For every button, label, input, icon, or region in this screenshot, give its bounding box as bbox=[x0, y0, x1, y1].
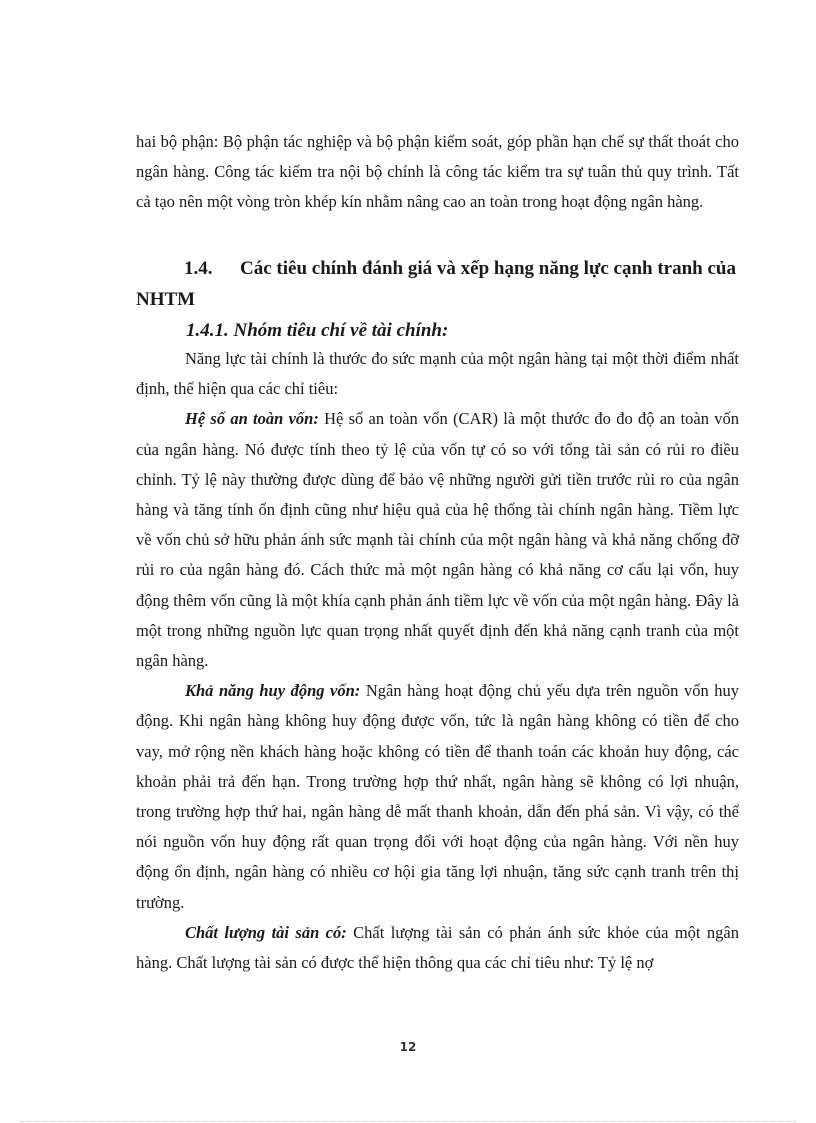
section-heading bbox=[136, 253, 766, 315]
page-number: 12 bbox=[399, 1040, 417, 1054]
text-mobilization: Ngân hàng hoạt động chủ yếu dựa trên nguồn vốn huy động. Khi ngân hàng không huy động được vốn, tức là ngân hàng không có tiền để cho vay, mở rộng nền khách hàng hoặc không có tiền để thanh toán các khoản huy động, các khoản phải trả đến hạn. Trong trường hợp thứ nhất, ngân hàng sẽ không có lợi nhuận, trong trường hợp thứ hai, ngân hàng dễ mất thanh khoản, dẫn đến phá sản. Vì vậy, có thể nói nguồn vốn huy động rất quan trọng đối với hoạt động của ngân hàng. Với nền huy động ổn định, ngân hàng có nhiều cơ hội gia tăng lợi nhuận, tăng sức cạnh tranh trên thị trường. bbox=[136, 681, 739, 912]
paragraph-asset-quality bbox=[136, 918, 739, 978]
subsection-heading: 1.4.1. Nhóm tiêu chí về tài chính: bbox=[186, 320, 449, 341]
paragraph-mobilization bbox=[136, 676, 739, 918]
page-bottom-divider bbox=[20, 1121, 796, 1122]
lead-asset-quality: Chất lượng tài sản có: bbox=[185, 922, 347, 942]
text-car: Hệ số an toàn vốn (CAR) là một thước đo đo độ an toàn vốn của ngân hàng. Nó được tính theo tỷ lệ của vốn tự có so với tổng tài sản có rủi ro điều chỉnh. Tỷ lệ này thường được dùng để bảo vệ những người gửi tiền trước rủi ro của ngân hàng và tăng tính ổn định cũng như hiệu quả của hệ thống tài chính ngân hàng. Tiềm lực về vốn chủ sở hữu phản ánh sức mạnh tài chính của một ngân hàng và khả năng chống đỡ rủi ro của ngân hàng đó. Cách thức mà một ngân hàng có khả năng cơ cấu lại vốn, huy động thêm vốn cũng là một khía cạnh phản ánh tiềm lực về vốn của một ngân hàng. Đây là một trong những nguồn lực quan trọng nhất quyết định đến khả năng cạnh tranh của một ngân hàng. bbox=[136, 409, 739, 671]
main-body bbox=[136, 344, 739, 978]
text-asset-quality: Chất lượng tài sản có phản ánh sức khỏe của một ngân hàng. Chất lượng tài sản có được thể hiện thông qua các chỉ tiêu như: Tỷ lệ nợ bbox=[136, 922, 739, 973]
lead-mobilization: Khả năng huy động vốn: bbox=[185, 681, 361, 701]
lead-car: Hệ số an toàn vốn: bbox=[185, 409, 319, 429]
paragraph-intro-text: hai bộ phận: Bộ phận tác nghiệp và bộ phận kiểm soát, góp phần hạn chế sự thất thoát cho ngân hàng. Công tác kiểm tra nội bộ chính là công tác kiểm tra sự tuân thủ quy trình. Tất cả tạo nên một vòng tròn khép kín nhằm nâng cao an toàn trong hoạt động ngân hàng. bbox=[136, 132, 739, 212]
paragraph-car bbox=[136, 404, 739, 676]
section-number: 1.4. bbox=[184, 258, 213, 279]
paragraph-intro bbox=[136, 127, 739, 218]
paragraph-financial: Năng lực tài chính là thước đo sức mạnh của một ngân hàng tại một thời điểm nhất định, thể hiện qua các chỉ tiêu: bbox=[136, 349, 739, 399]
section-title: Các tiêu chính đánh giá và xếp hạng năng lực cạnh tranh của NHTM bbox=[136, 258, 736, 310]
